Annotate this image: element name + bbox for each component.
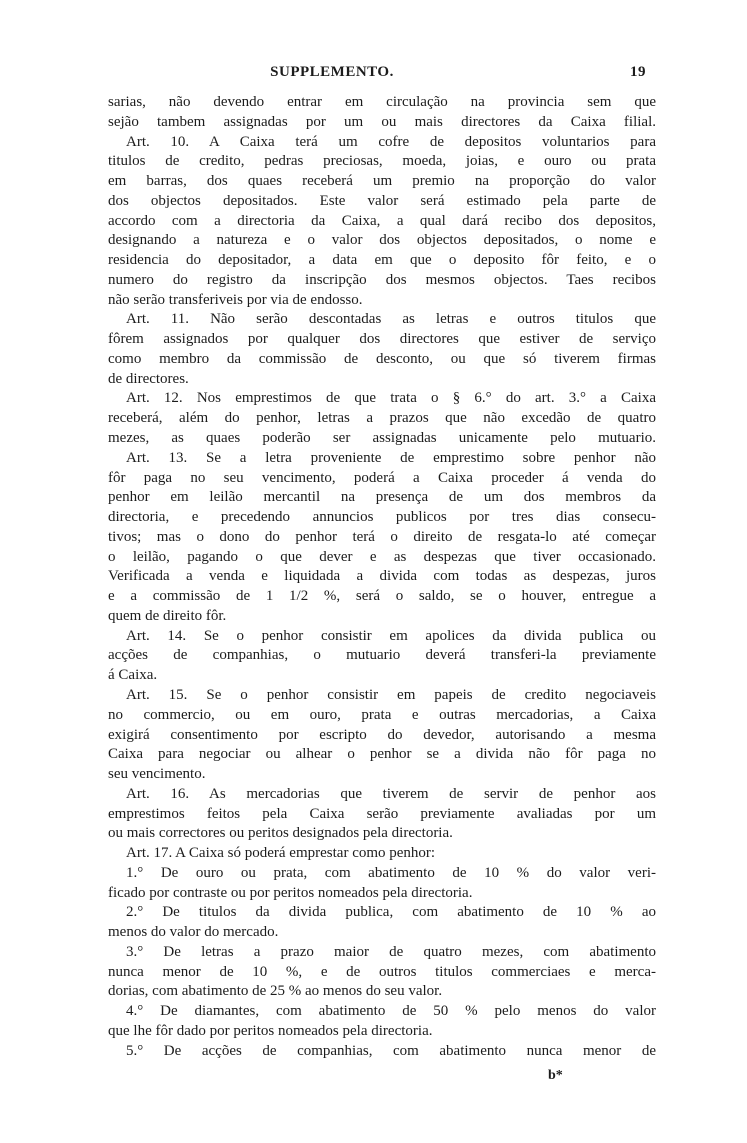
page-number: 19 — [630, 64, 646, 80]
text-line: fôr paga no seu vencimento, poderá a Caixa proceder á venda do — [108, 469, 656, 486]
text-line: 2.° De titulos da divida publica, com abatimento de 10 % ao — [126, 904, 656, 921]
text-line: Art. 17. A Caixa só poderá emprestar como penhor: — [126, 845, 436, 862]
text-line: Art. 10. A Caixa terá um cofre de depositos voluntarios para — [126, 133, 656, 150]
text-line: Art. 13. Se a letra proveniente de emprestimo sobre penhor não — [126, 449, 656, 466]
text-line: 1.° De ouro ou prata, com abatimento de 10 % do valor veri- — [126, 864, 656, 881]
text-line: emprestimos feitos pela Caixa serão previamente avaliadas por um — [108, 805, 656, 822]
text-line: como membro da commissão de desconto, ou que só tiverem firmas — [108, 350, 656, 367]
text-line: sejão tambem assignadas por um ou mais directores da Caixa filial. — [108, 113, 656, 130]
text-line: nunca menor de 10 %, e de outros titulos commerciaes e merca- — [108, 963, 656, 980]
text-line: sarias, não devendo entrar em circulação na provincia sem que — [108, 94, 656, 110]
text-line: 4.° De diamantes, com abatimento de 50 % pelo menos do valor — [126, 1003, 656, 1020]
text-line: Art. 11. Não serão descontadas as letras e outros titulos que — [126, 311, 656, 328]
text-line: no commercio, ou em ouro, prata e outras mercadorias, a Caixa — [108, 706, 656, 723]
text-line: ficado por contraste ou por peritos nomeados pela directoria. — [108, 884, 473, 901]
text-line: penhor em leilão mercantil na presença de um dos membros da — [108, 489, 656, 506]
text-line: Art. 16. As mercadorias que tiverem de servir de penhor aos — [126, 785, 656, 802]
text-line: de directores. — [108, 370, 189, 387]
text-line: que lhe fôr dado por peritos nomeados pela directoria. — [108, 1022, 433, 1039]
text-line: Art. 15. Se o penhor consistir em papeis de credito negociaveis — [126, 686, 656, 703]
text-line: residencia do depositador, a data em que o deposito fôr feito, e o — [108, 252, 656, 269]
text-line: accordo com a directoria da Caixa, a qual dará recibo dos depositos, — [108, 212, 656, 229]
text-line: dorias, com abatimento de 25 % ao menos do seu valor. — [108, 983, 443, 1000]
text-line: designando a natureza e o valor dos objectos depositados, o nome e — [108, 232, 656, 249]
text-line: exigirá consentimento por escripto do devedor, autorisando a mesma — [108, 726, 656, 743]
text-line: seu vencimento. — [108, 766, 206, 783]
text-line: mezes, as quaes poderão ser assignadas unicamente pelo mutuario. — [108, 430, 656, 447]
signature-mark: b* — [548, 1068, 563, 1083]
text-line: o leilão, pagando o que dever e as despezas que tiver occasionado. — [108, 548, 656, 565]
text-line: acções de companhias, o mutuario deverá transferi-la previamente — [108, 647, 656, 664]
running-header: SUPPLEMENTO. — [270, 64, 394, 80]
text-line: em barras, dos quaes receberá um premio na proporção do valor — [108, 173, 656, 190]
text-line: fôrem assignados por qualquer dos directores que estiver de serviço — [108, 331, 656, 348]
text-line: dos objectos depositados. Este valor será estimado pela parte de — [108, 192, 656, 209]
text-line: Art. 14. Se o penhor consistir em apolices da divida publica ou — [126, 627, 656, 644]
text-line: Verificada a venda e liquidada a divida com todas as despezas, juros — [108, 568, 656, 585]
text-line: directoria, e precedendo annuncios publicos por tres dias consecu- — [108, 509, 656, 526]
text-line: quem de direito fôr. — [108, 607, 227, 624]
text-line: receberá, além do penhor, letras a prazos que não excedão de quatro — [108, 410, 656, 427]
text-line: Caixa para negociar ou alhear o penhor se a divida não fôr paga no — [108, 746, 656, 763]
text-line: 5.° De acções de companhias, com abatimento nunca menor de — [126, 1042, 656, 1059]
text-line: e a commissão de 1 1/2 %, será o saldo, se o houver, entregue a — [108, 588, 656, 605]
text-line: menos do valor do mercado. — [108, 924, 279, 941]
text-line: não serão transferiveis por via de endosso. — [108, 291, 363, 308]
text-line: tivos; mas o dono do penhor terá o direito de resgata-lo até começar — [108, 528, 656, 545]
text-line: titulos de credito, pedras preciosas, moeda, joias, e ouro ou prata — [108, 153, 656, 170]
body-text — [108, 93, 656, 1062]
text-line: Art. 12. Nos emprestimos de que trata o § 6.° do art. 3.° a Caixa — [126, 390, 656, 407]
text-line: á Caixa. — [108, 667, 158, 684]
text-line: numero do registro da inscripção dos mesmos objectos. Taes recibos — [108, 271, 656, 288]
text-line: 3.° De letras a prazo maior de quatro mezes, com abatimento — [126, 943, 656, 960]
text-line: ou mais correctores ou peritos designados pela directoria. — [108, 825, 453, 842]
